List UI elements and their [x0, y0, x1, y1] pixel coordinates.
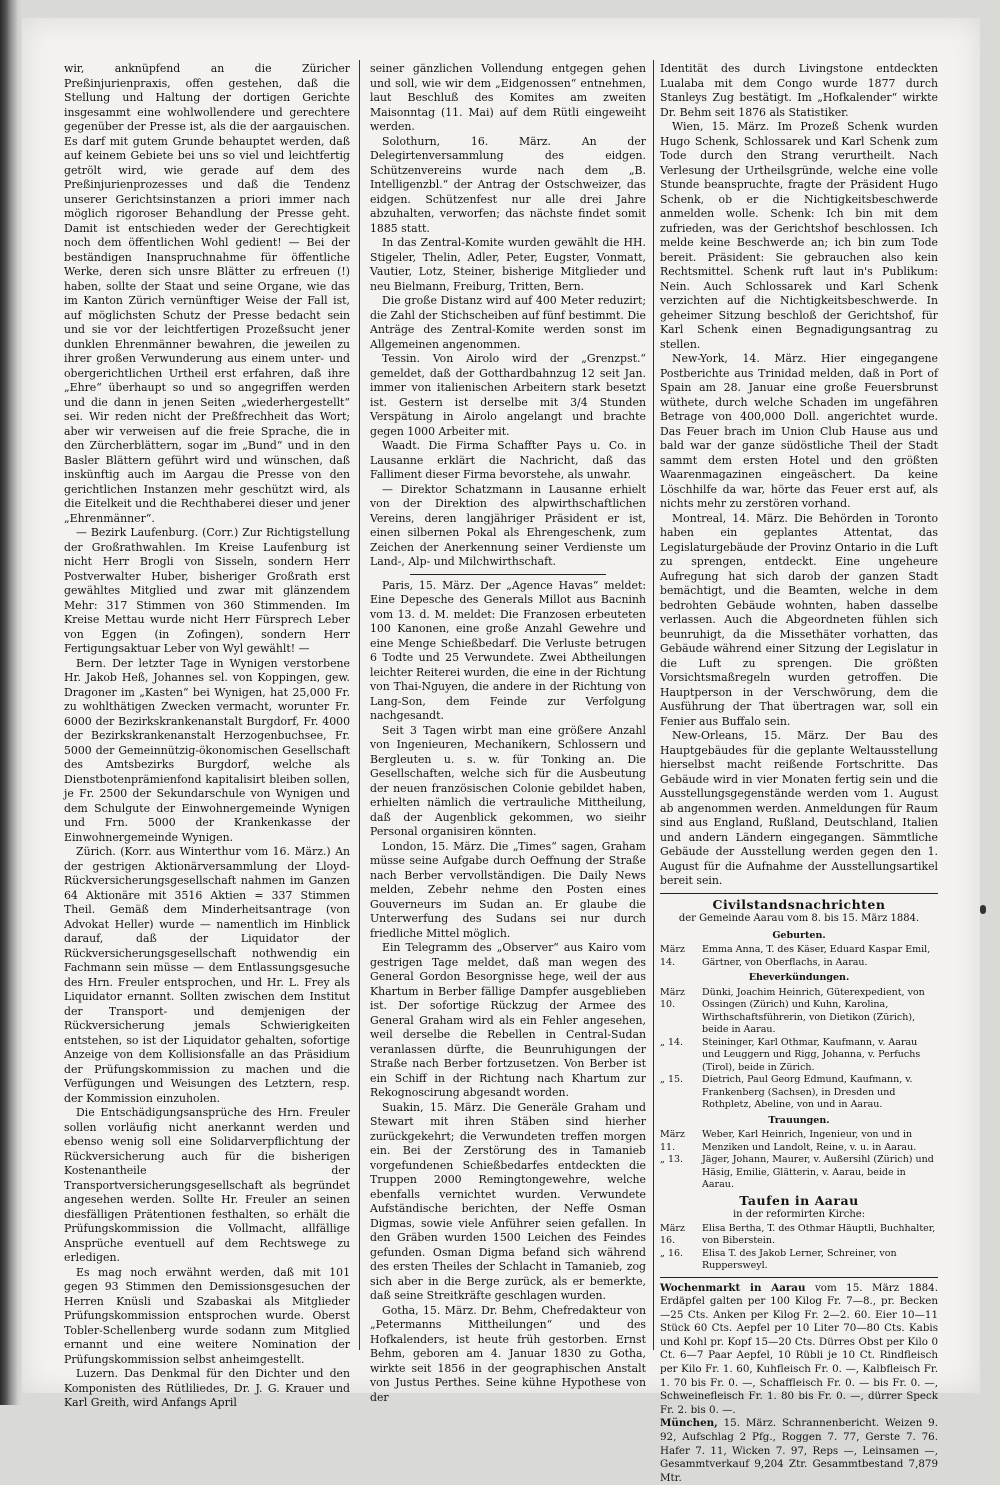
article-london: London, 15. März. Die „Times“ sagen, Graham müsse seine Aufgabe durch Oeffnung der Straße nach Berber vervollständigen. Die Daily News melden, Zebehr nehme den Posten eines Gouverneurs im Sudan an. Er glaube die Unterwerfung des Sudans sei nur durch friedliche Mittel möglich. — [370, 839, 646, 940]
entry-text: Weber, Karl Heinrich, Ingenieur, von und in Menziken und Landolt, Reine, v. u. in Aarau. — [702, 1129, 917, 1153]
article-gotha-cont: Identität des durch Livingstone entdeckten Lualaba mit dem Congo wurde 1877 durch Stanleys Zug bestätigt. Im „Hofkalender“ wirkte Dr. Behm seit 1876 als Statistiker. — [660, 62, 938, 119]
entry-text: Dietrich, Paul Georg Edmund, Kaufmann, v. Frankenberg (Sachsen), in Dresden und Rothpletz, Abeline, von und in Aarau. — [702, 1074, 913, 1110]
section-divider-2 — [660, 893, 938, 894]
article-gotha: Gotha, 15. März. Dr. Behm, Chefredakteur von „Petermanns Mittheilungen“ und des Hofkalenders, ist heute früh gestorben. Ernst Behm, geboren am 4. Januar 1830 zu Gotha, wirkte seit 1856 in der geographischen Anstalt von Justus Perthes. Seine kühne Hypothese von der — [370, 1303, 646, 1404]
article-paris: Paris, 15. März. Der „Agence Havas“ meldet: Eine Depesche des Generals Millot aus Bacninh vom 13. d. M. meldet: Die Franzosen erbeuteten 100 Kanonen, eine große Anzahl Gewehre und eine Menge Schießbedarf. Die Verluste betrugen 6 Todte und 25 Verwundete. Zwei Abtheilungen leichter Reiterei wurden, die eine in der Richtung von Thai-Nguyen, die andere in der Richtung von Lang-Son, dem Feinde zur Verfolgung nachgesandt. — [370, 578, 646, 722]
ink-spot — [980, 905, 986, 914]
article-wien: Wien, 15. März. Im Prozeß Schenk wurden Hugo Schenk, Schlossarek und Karl Schenk zum Tode durch den Strang verurtheilt. Nach Verlesung der Urtheilsgründe, welche eine volle Stunde beanspruchte, fragte der Präsident Hugo Schenk, ob er die Nichtigkeitsbeschwerde anmelden wolle. Schenk: Ich bin mit dem zufrieden, was der Gerichtshof beschlossen. Ich melde keine Beschwerde an; ich bin zum Tode bereit. Präsident: Sie gebrauchen also kein Rechtsmittel. Schenk ruft laut in's Publikum: Nein. Auch Schlossarek und Karl Schenk verzichten auf die Nichtigkeitsbeschwerde. In geheimer Sitzung beschloß der Gerichtshof, für Karl Schenk einen Begnadigungsantrag zu stellen. — [660, 120, 938, 351]
munich-text: 15. März. Schrannenbericht. Weizen 9. 92, Aufschlag 2 Pfg., Roggen 7. 77, Gerste 7. 76. Hafer 7. 11, Wicken 7. 97, Reps —, Leinsamen —, Gesammtverkauf 9,204 Ztr. Gesammtbestand 7,879 Mtr. — [660, 1417, 938, 1484]
article-press: wir, anknüpfend an die Züricher Preßinjurienpraxis, offen gestehen, daß die Stellung und Haltung der dortigen Gerichte insgesammt eine wohlwollendere und gerechtere gegenüber der Presse ist, als die der aargauischen. Es darf mit gutem Grunde behauptet werden, daß auf keinem Gebiete bei uns so viel und leichtfertig getrölt wird, wie gerade auf dem des Preßinjurienprozesses und daß die Tendenz unserer Gerichtsinstanzen a priori immer nach möglich rigoroser Behandlung der Presse geht. Damit ist entschieden weder der Gerechtigkeit noch dem öffentlichen Wohl gedient! — Bei der beständigen Inanspruchnahme für öffentliche Werke, deren sich unsre Blätter zu erfreuen (!) haben, sollte der Staat und seine Organe, wie das im Kanton Zürich vernünftiger Weise der Fall ist, auf möglichsten Schutz der Presse bedacht sein und sie vor der leichtfertigen Prozeßsucht jener dunklen Ehrenmänner bewahren, die jeweilen zu ihrer großen Verwunderung aus einem unter- und obergerichtlichen Urtheil erst erfahren, daß ihre „Ehre“ überhaupt so und so angegriffen werden und die dann in jenen Seiten „wiederhergestellt“ sei. Wir reden nicht der Preßfrechheit das Wort; aber wir verweisen auf die freie Sprache, die in den Zürcherblättern, sogar im „Bund“ und in den Basler Blättern geführt wird und wünschen, daß inskünftig auch im Aargau die Presse von den gerichtlichen Instanzen mehr geschützt wird, als die Eitelkeit und die Rechthaberei dieser und jener „Ehrenmänner“. — [64, 62, 350, 525]
marriages-heading: Trauungen. — [768, 1114, 830, 1126]
entry-text: Dünki, Joachim Heinrich, Güterexpedient, von Ossingen (Zürich) und Kuhn, Karolina, Wirthschaftsführerin, von Dietikon (Zürich), beide in Aarau. — [702, 986, 925, 1035]
article-zurich-3: Es mag noch erwähnt werden, daß mit 101 gegen 93 Stimmen den Demissionsgesuchen der Herren Knüsli und Szabaskai als Mitglieder Prüfungskommission entsprochen wurde. Oberst Tobler-Schellenberg wurde sodann zum Mitglied ernannt und eine weitere Nomination der Prüfungskommission selbst anheimgestellt. — [64, 1265, 350, 1366]
article-waadt-2: — Direktor Schatzmann in Lausanne erhielt von der Direktion des alpwirthschaftlichen Vereins, deren langjähriger Präsident er ist, einen silbernen Pokal als Ehrengeschenk, zum Zeichen der Anerkennung seiner Verdienste um Land-, Alp- und Milchwirthschaft. — [370, 482, 646, 568]
baptisms-subtitle: in der reformirten Kirche: — [732, 1209, 866, 1220]
entry-date: „ 14. — [660, 1036, 684, 1048]
baptism-entry — [660, 1248, 938, 1273]
article-luzern-cont: seiner gänzlichen Vollendung entgegen gehen und soll, wie wir dem „Eidgenossen“ entnehmen, laut Beschluß des Komites am zweiten Maisonntag (11. Mai) auf dem Rütli eingeweiht werden. — [370, 62, 646, 133]
births-heading: Geburten. — [772, 929, 826, 941]
article-laufenburg: — Bezirk Laufenburg. (Corr.) Zur Richtigstellung der Großrathwahlen. Im Kreise Laufenburg ist nicht Herr Brogli von Sisseln, sondern Herr Postverwalter Huber, bisheriger Großrath erst gewähltes Mitglied und zwar mit glänzendem Mehr: 317 Stimmen von 360 Stimmenden. Im Kreise Mettau wurde nicht Herr Fürsprech Leber von Eggen (in Zofingen), sondern Herr Fertigungsaktuar Leber von Wyl gewählt! — — [64, 526, 350, 655]
article-solothurn-2: In das Zentral-Komite wurden gewählt die HH. Stigeler, Thelin, Adler, Peter, Eugster, Vonmatt, Vautier, Lotz, Steiner, bisherige Mitglieder und neu Bielmann, Freiburg, Tritten, Bern. — [370, 236, 646, 293]
article-new-orleans: New-Orleans, 15. März. Der Bau des Hauptgebäudes für die geplante Weltausstellung hierselbst macht reißende Fortschritte. Das Gebäude wird in vier Monaten fertig sein und die Ausstellungsgegenstände werden vom 1. August ab angenommen werden. Anmeldungen für Raum sind aus England, Rußland, Deutschland, Italien und andern Ländern eingegangen. Sämmtliche Gebäude der Ausstellung werden gegen den 1. August für die Aufnahme der Ausstellungsartikel bereit sein. — [660, 729, 938, 887]
civil-register-subtitle: der Gemeinde Aarau vom 8. bis 15. März 1884. — [678, 913, 920, 924]
munich-report — [660, 1417, 938, 1485]
article-london-2: Ein Telegramm des „Observer“ aus Kairo vom gestrigen Tage meldet, daß man wegen des General Gordon Besorgnisse hege, weil der aus Khartum in Berber fällige Dampfer ausgeblieben ist. Der sofortige Rückzug der Armee des General Graham wird als ein Fehler angesehen, weil derselbe die Rebellen in Central-Sudan veranlassen dürfte, die Beunruhigungen der Straße nach Berber fortzusetzen. Von Berber ist ein Schiff in der Richtung nach Khartum zur Rekognoscirung abgesandt worden. — [370, 941, 646, 1099]
entry-text: Jäger, Johann, Maurer, v. Außersihl (Zürich) und Häsig, Emilie, Glätterin, v. Aarau, beide in Aarau. — [702, 1154, 934, 1190]
entry-text: Elisa Bertha, T. des Othmar Häuptli, Buchhalter, von Biberstein. — [702, 1222, 936, 1246]
article-zurich-2: Die Entschädigungsansprüche des Hrn. Freuler sollen vorläufig nicht anerkannt werden und ebenso wenig soll eine Solidarverpflichtung der Rückversicherung auch für die bisherigen Kostenantheile der Transportversicherungsgesellschaft als begründet angesehen werden. Sollte Hr. Freuler an seinen diesfälligen Prätentionen festhalten, so erhält die Prüfungskommission die Vollmacht, allfällige Ansprüche eventuell auf dem Rechtswege zu erledigen. — [64, 1106, 350, 1264]
article-luzern: Luzern. Das Denkmal für den Dichter und den Komponisten des Rütliliedes, Dr. J. G. Krauer und Karl Greith, wird Anfangs April — [64, 1367, 350, 1409]
article-new-york: New-York, 14. März. Hier eingegangene Postberichte aus Trinidad melden, daß in Port of Spain am 28. Januar eine große Feuersbrunst wüthete, durch welche Schaden im ungefähren Betrage von 400,000 Doll. angerichtet wurde. Das Feuer brach im Union Club Hause aus und bald war der ganze südöstliche Theil der Stadt sammt dem ersten Hotel und den größten Waarenmagazinen eingeäschert. Da keine Löschhilfe da war, hörte das Feuer erst auf, als nichts mehr zu zerstören vorhand. — [660, 352, 938, 510]
article-waadt: Waadt. Die Firma Schaffter Pays u. Co. in Lausanne erklärt die Nachricht, daß das Falliment dieser Firma bevorstehe, als unwahr. — [370, 439, 646, 481]
page-binding-edge — [0, 0, 22, 1405]
marriage-entry — [660, 1129, 938, 1154]
article-paris-2: Seit 3 Tagen wirbt man eine größere Anzahl von Ingenieuren, Mechanikern, Schlossern und Bergleuten u. s. w. für Tonking an. Die Gesellschaften, welche sich für die Ausbeutung der neuen französischen Colonie gebildet haben, erhielten nämlich die vertrauliche Mittheilung, daß der Augenblick gekommen, wo sieihr Personal organisiren könnten. — [370, 723, 646, 838]
column-2 — [370, 62, 646, 1404]
section-divider-3 — [660, 1277, 938, 1278]
article-solothurn: Solothurn, 16. März. An der Delegirtenversammlung des eidgen. Schützenvereins wurde nach dem „B. Intelligenzbl.“ der Antrag der Ostschweizer, das eidgen. Schützenfest nur alle drei Jahre abzuhalten, verworfen; das nächste findet somit 1885 statt. — [370, 134, 646, 235]
marriage-entry — [660, 1154, 938, 1192]
munich-heading: München, — [660, 1417, 718, 1430]
entry-text: Elisa T. des Jakob Lerner, Schreiner, von Ruppersweyl. — [702, 1247, 897, 1271]
column-rule-2 — [653, 60, 654, 1350]
banns-entry — [660, 1074, 938, 1112]
market-text: vom 15. März 1884. Erdäpfel galten per 100 Kilog Fr. 7—8., pr. Becken —25 Cts. Anken per Kilog Fr. 2—2. 60. Eier 10—11 Stück 60 Cts. Aepfel per 10 Liter 70—80 Cts. Kabis und Kohl pr. Kopf 15—20 Cts. Dürres Obst per Kilo 0 Ct. 6—7 Paar Aepfel, 10 Rübli je 10 Ct. Rindfleisch per Kilo Fr. 1. 60, Kuhfleisch Fr. 0. —, Kalbfleisch Fr. 1. 70 bis Fr. 0. —, Schaffleisch Fr. 0. — bis Fr. 0. —, Schweinefleisch Fr. 1. 80 bis Fr. 0. —, dürrer Speck Fr. 2. bis 0. —. — [660, 1281, 938, 1416]
entry-date: März 10. — [660, 986, 685, 1010]
article-solothurn-3: Die große Distanz wird auf 400 Meter reduzirt; die Zahl der Stichscheiben auf fünf bestimmt. Die Anträge des Zentral-Komite werden sonst im Allgemeinen angenommen. — [370, 294, 646, 351]
banns-entry — [660, 1037, 938, 1075]
column-3 — [660, 62, 938, 1484]
article-zurich: Zürich. (Korr. aus Winterthur vom 16. März.) An der gestrigen Aktionärversammlung der Lloyd-Rückversicherungsgesellschaft nahmen im Ganzen 64 Aktionäre mit 3516 Aktien = 337 Stimmen Theil. Gemäß dem Minderheitsantrage (von Advokat Heller) wurde — namentlich im Hinblick darauf, daß der Liquidator der Rückversicherungsgesellschaft nothwendig ein Fachmann sein müsse — dem Entlassungsgesuche des Hrn. Freuler entsprochen, und Hr. L. Frey als Liquidator ernannt. Sollten zwischen dem Institut der Transport- und demjenigen der Rückversicherung jemals Schwierigkeiten entstehen, so ist der Liquidator gehalten, sofortige Anzeige von dem Kollisionsfalle an das Präsidium der Prüfungskommission zu machen und die Verfügungen und Weisungen des Letztern, resp. der Kommission einzuholen. — [64, 845, 350, 1105]
entry-text: Emma Anna, T. des Käser, Eduard Kaspar Emil, Gärtner, von Oberflachs, in Aarau. — [702, 944, 931, 968]
entry-date: März 11. — [660, 1129, 685, 1153]
entry-date: März 16. — [660, 1222, 685, 1246]
column-1 — [64, 62, 350, 1409]
market-report — [660, 1282, 938, 1418]
banns-entry — [660, 987, 938, 1037]
market-heading: Wochenmarkt in Aarau — [660, 1281, 806, 1294]
entry-date: „ 16. — [660, 1247, 684, 1259]
birth-entry — [660, 944, 938, 969]
civil-register-title: Civilstandsnachrichten — [712, 896, 886, 912]
article-tessin: Tessin. Von Airolo wird der „Grenzpst.“ gemeldet, daß der Gotthardbahnzug 12 seit Jan. immer von italienischen Arbeitern stark besetzt ist. Gestern ist derselbe mit 3/4 Stunden Verspätung in Airolo angelangt und brachte gegen 1000 Arbeiter mit. — [370, 352, 646, 438]
section-divider — [410, 574, 606, 575]
entry-text: Steininger, Karl Othmar, Kaufmann, v. Aarau und Leuggern und Rigg, Johanna, v. Perfuchs (Tirol), beide in Zürich. — [702, 1036, 921, 1073]
entry-date: „ 15. — [660, 1074, 684, 1085]
entry-date: März 14. — [660, 944, 685, 968]
article-montreal: Montreal, 14. März. Die Behörden in Toronto haben ein geplantes Attentat, das Legislaturgebäude der Provinz Ontario in die Luft zu sprengen, entdeckt. Eine ungeheure Aufregung hat sich darob der ganzen Stadt bemächtigt, und die Beamten, welche in dem bedrohten Gebäude wohnten, haben dasselbe verlassen. Auch die Abgeordneten fühlen sich beunruhigt, da die Missethäter vorhatten, das Gebäude während einer Sitzung der Legislatur in die Luft zu sprengen. Die größten Vorsichtsmaßregeln wurden getroffen. Die Hauptperson in der Verschwörung, dem die Ausführung der That übertragen war, soll ein Fenier aus Buffalo sein. — [660, 511, 938, 728]
baptism-entry — [660, 1223, 938, 1248]
baptisms-title: Taufen in Aarau — [739, 1192, 859, 1208]
article-bern: Bern. Der letzter Tage in Wynigen verstorbene Hr. Jakob Heß, Johannes sel. von Koppingen, gew. Dragoner im „Kasten“ bei Wynigen, hat 25,000 Fr. zu wohlthätigen Zwecken vermacht, worunter Fr. 6000 der Bezirkskrankenanstalt Burgdorf, Fr. 4000 der Bezirkskrankenanstalt Herzogenbuchsee, Fr. 5000 der Gemeinnützig-ökonomischen Gesellschaft des Amtsbezirks Burgdorf, welche als Dienstbotenprämienfond kapitalisirt bleiben sollen, je Fr. 2500 der Sekundarschule von Wynigen und dem Schulgute der Einwohnergemeinde Wynigen und Frn. 5000 der Krankenkasse der Einwohnergemeinde Wynigen. — [64, 656, 350, 844]
entry-date: „ 13. — [660, 1154, 684, 1165]
article-suakin: Suakin, 15. März. Die Generäle Graham und Stewart mit ihren Stäben sind hierher zurückgekehrt; die Verwundeten treffen morgen ein. Bei der Zerstörung des in Tamanieb vorgefundenen Schießbedarfes entdeckten die Truppen 2000 Remingtongewehre, welche ebenfalls vernichtet wurden. Verwundete Aufständische berichten, der Neffe Osman Digmas, sowie viele Anführer seien gefallen. In den Gräben wurden 1500 Leichen des Feindes gefunden. Osman Digma befand sich während des ersten Theiles der Schlacht in Tamanieb, zog sich aber in die Berge zurück, als er bemerkte, daß seine Streitkräfte geschlagen wurden. — [370, 1100, 646, 1302]
column-rule-1 — [359, 60, 360, 1350]
banns-heading: Eheverkündungen. — [748, 972, 850, 983]
